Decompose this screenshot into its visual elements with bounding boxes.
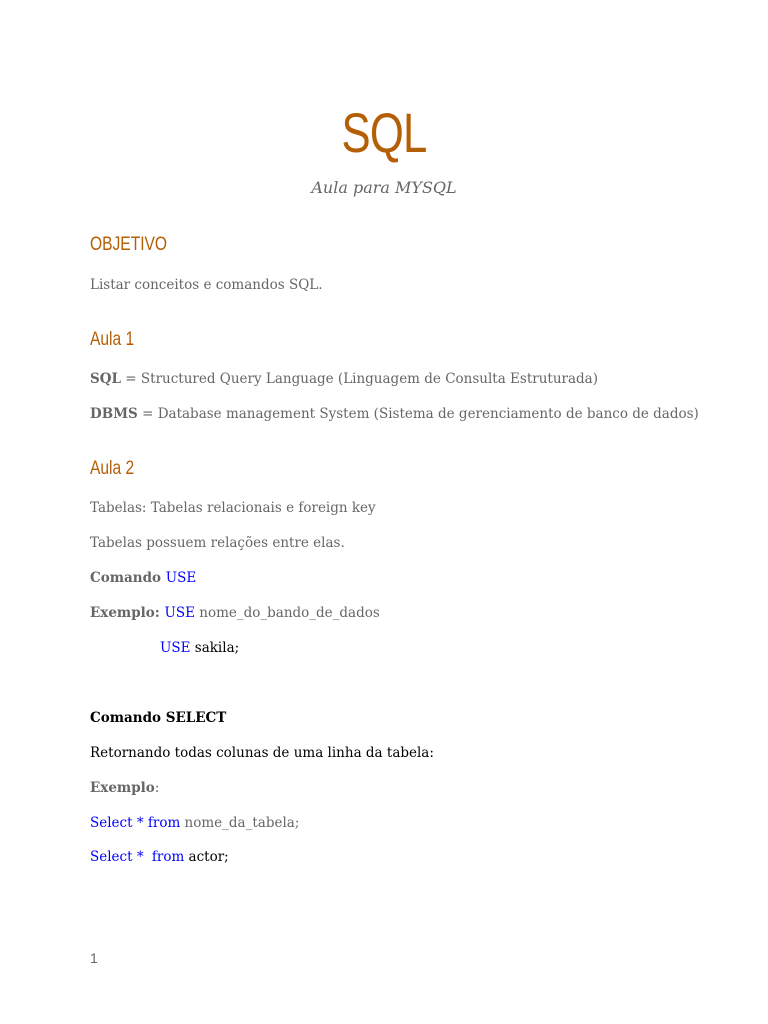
dbms-definition-text: = Database management System (Sistema de gerenciamento de banco de dados) [137,406,699,422]
database-name: nome_do_bando_de_dados [194,605,380,621]
select-description: Retornando todas colunas de uma linha da tabela: [90,745,434,761]
heading-aula-1: Aula 1 [90,329,135,350]
exemplo-use-line [90,605,380,621]
tabelas-line-2: Tabelas possuem relações entre elas. [90,535,345,551]
comando-select-label: Comando SELECT [90,710,227,726]
comando-select-heading [90,710,226,726]
exemplo-colon: : [154,780,160,796]
use-sakila-line [160,640,239,656]
dbms-definition [90,406,699,422]
tabelas-line-1: Tabelas: Tabelas relacionais e foreign key [90,500,376,516]
comando-label: Comando [90,570,166,586]
use-keyword: USE [164,605,195,621]
sql-definition-text: = Structured Query Language (Linguagem de Consulta Estruturada) [121,371,598,387]
document-subtitle: Aula para MYSQL [311,178,457,197]
heading-objetivo: OBJETIVO [90,234,168,255]
table-name: nome_da_tabela; [180,815,300,831]
from-keyword: from [151,849,185,865]
page-number: 1 [90,950,98,966]
comando-use-line [90,570,196,586]
heading-aula-2: Aula 2 [90,458,135,479]
actor-text: actor; [184,849,229,865]
objetivo-text: Listar conceitos e comandos SQL. [90,277,323,293]
exemplo-label: Exemplo: [90,605,165,621]
dbms-term: DBMS [90,406,138,422]
select-keyword: Select * [90,849,148,865]
use-keyword: USE [160,640,191,656]
sql-definition [90,371,598,387]
select-exemplo-line [90,780,159,796]
exemplo-label: Exemplo [90,780,155,796]
select-example-1 [90,815,299,831]
select-keyword: Select * from [90,815,181,831]
sakila-text: sakila; [190,640,240,656]
use-keyword: USE [165,570,197,586]
sql-term: SQL [90,371,122,387]
select-example-2 [90,849,229,865]
document-title: SQL [341,101,427,164]
